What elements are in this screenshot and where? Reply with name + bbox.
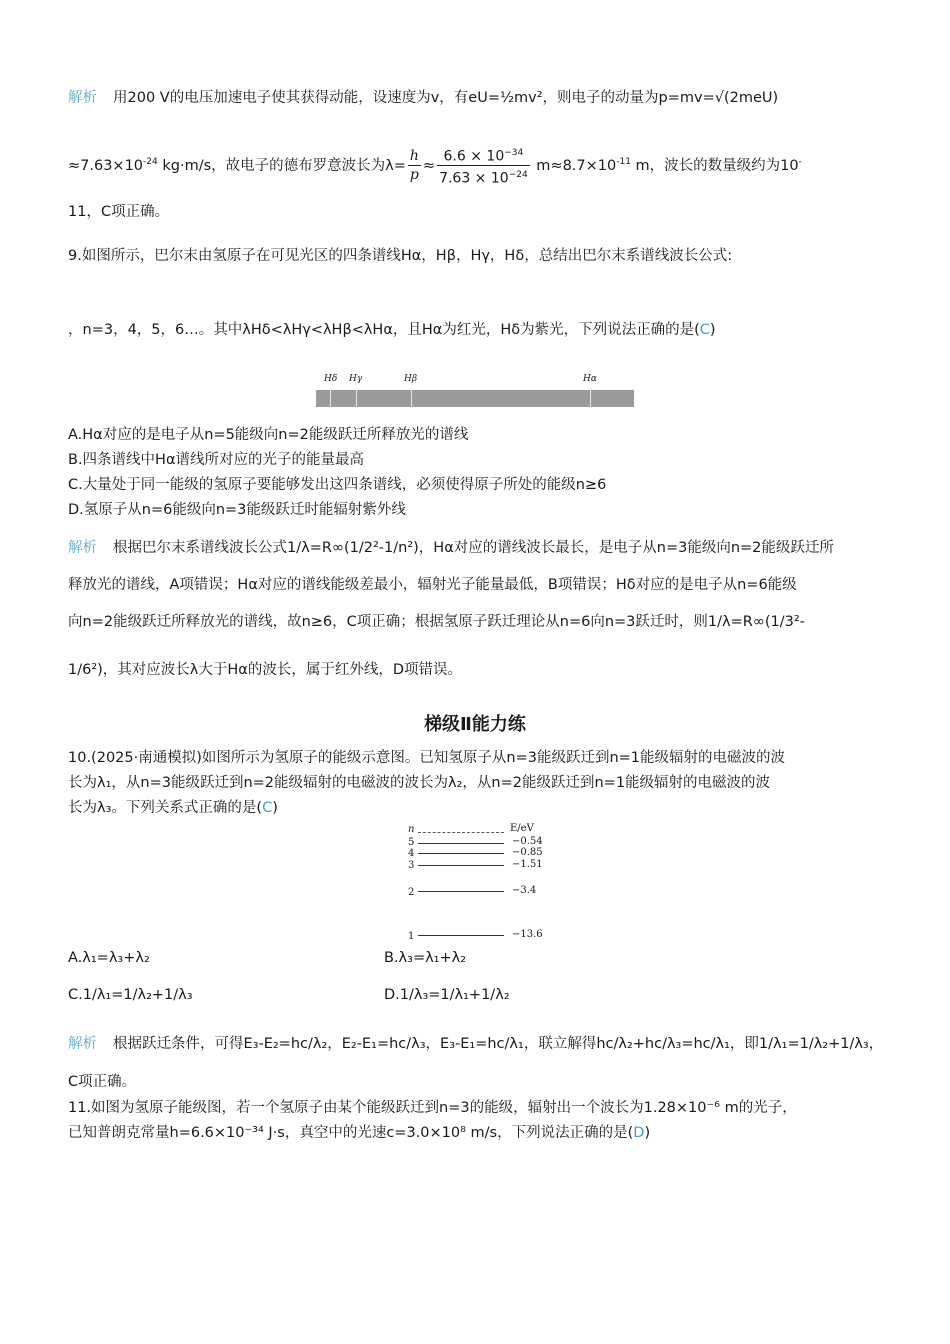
q10-answer: C: [262, 800, 273, 816]
level-2-energy: −3.4: [512, 885, 537, 896]
q10-stem-text: 长为λ₃。下列关系式正确的是(: [68, 800, 263, 816]
q8-frac-num-exp: −34: [504, 147, 524, 158]
h-alpha-label: Hα: [583, 374, 597, 384]
q9-close-paren: ): [709, 322, 716, 338]
section-title: 梯级Ⅱ能力练: [424, 714, 526, 735]
q10-stem-line-3: [68, 798, 890, 818]
q8-solution-line-1: [68, 88, 890, 108]
q8-frac-den-exp: −24: [508, 170, 528, 181]
level-5-energy: −0.54: [512, 836, 543, 847]
q9-stem-text: ，n=3，4，5，6…。其中λHδ<λHγ<λHβ<λHα，且Hα为红光，Hδ为紫光，下列说法正确的是(: [68, 322, 700, 338]
q9-option-a: A.Hα对应的是电子从n=5能级向n=2能级跃迁所释放光的谱线: [68, 427, 469, 443]
h-alpha-line: [590, 390, 591, 407]
level-3-line: [418, 865, 504, 866]
solution-label: 解析: [68, 1036, 97, 1052]
q10-option-b: B.λ₃=λ₁+λ₂: [384, 950, 467, 966]
q9-option-d: D.氢原子从n=6能级向n=3能级跃迁时能辐射紫外线: [68, 502, 406, 518]
q11-answer: D: [633, 1125, 645, 1141]
q8-frac-num: 6.6 × 10: [443, 148, 505, 165]
q8-order-text: m，波长的数量级约为10: [630, 157, 799, 174]
q8-wavelength-exp: -11: [616, 157, 631, 167]
solution-label: 解析: [68, 540, 97, 556]
level-2-n: 2: [408, 887, 415, 898]
q11-close-paren: ): [644, 1125, 651, 1141]
h-gamma-line: [356, 390, 357, 407]
q9-answer: C: [699, 322, 710, 338]
q10-solution-line-1: [68, 1034, 890, 1054]
energy-axis-label: E/eV: [510, 823, 534, 834]
level-1-energy: −13.6: [512, 929, 543, 940]
level-infinity-line: [418, 832, 504, 833]
level-2-line: [418, 891, 504, 892]
q10-option-a: A.λ₁=λ₃+λ₂: [68, 950, 150, 966]
level-5-n: 5: [408, 837, 415, 848]
q8-order-exp: -: [798, 157, 802, 167]
level-4-n: 4: [408, 848, 415, 859]
q11-stem-line-2: [68, 1123, 890, 1143]
q10-stem-line-1: 10.(2025·南通模拟)如图所示为氢原子的能级示意图。已知氢原子从n=3能级跃迁到n=1能级辐射的电磁波的波: [68, 750, 786, 766]
q9-option-b: B.四条谱线中Hα谱线所对应的光子的能量最高: [68, 452, 365, 468]
q8-solution-line-2: [68, 140, 890, 187]
q8-approx: ≈: [422, 157, 436, 174]
level-4-energy: −0.85: [512, 847, 543, 858]
q8-wavelength-value: m≈8.7×10: [531, 157, 617, 174]
q10-solution-line-2: C项正确。: [68, 1074, 137, 1090]
q9-option-c: C.大量处于同一能级的氢原子要能够发出这四条谱线，必须使得原子所处的能级n≥6: [68, 477, 607, 493]
q8-frac-den: 7.63 × 10: [439, 170, 509, 187]
h-over-p-fraction: $\frac{h}{p}$: [409, 148, 419, 184]
n-axis-label: n: [408, 824, 415, 835]
q8-sol-text-1: 用200 V的电压加速电子使其获得动能，设速度为v，有eU=½mv²，则电子的动量为p=mv=√(2meU): [113, 90, 779, 106]
q11-stem-text: 已知普朗克常量h=6.6×10⁻³⁴ J·s，真空中的光速c=3.0×10⁸ m/s，下列说法正确的是(: [68, 1125, 634, 1141]
level-1-line: [418, 935, 504, 936]
q8-solution-line-3: 11，C项正确。: [68, 204, 170, 220]
q9-solution-line-3: 向n=2能级跃迁所释放光的谱线，故n≥6，C项正确；根据氢原子跃迁理论从n=6向n=3跃迁时，则1/λ=R∞(1/3²-: [68, 614, 805, 630]
h-beta-label: Hβ: [404, 374, 418, 384]
q9-stem-line-1: 9.如图所示，巴尔末由氢原子在可见光区的四条谱线Hα，Hβ，Hγ，Hδ，总结出巴尔末系谱线波长公式:: [68, 248, 733, 264]
level-3-energy: −1.51: [512, 859, 543, 870]
h-delta-line: [330, 390, 331, 407]
q10-option-c: C.1/λ₁=1/λ₂+1/λ₃: [68, 987, 193, 1003]
q9-solution-line-4: 1/6²)，其对应波长λ大于Hα的波长，属于红外线，D项错误。: [68, 662, 463, 678]
spectrum-diagram: [316, 372, 634, 408]
q8-text-wavelength: kg·m/s，故电子的德布罗意波长为λ=: [157, 157, 406, 174]
level-3-n: 3: [408, 860, 415, 871]
q10-close-paren: ): [272, 800, 278, 816]
q10-option-d: D.1/λ₃=1/λ₁+1/λ₂: [384, 987, 510, 1003]
level-4-line: [418, 853, 504, 854]
q11-stem-line-1: 11.如图为氢原子能级图，若一个氢原子由某个能级跃迁到n=3的能级，辐射出一个波长为1.28×10⁻⁶ m的光子，: [68, 1100, 797, 1116]
level-5-line: [418, 843, 504, 844]
level-1-n: 1: [408, 931, 415, 942]
q9-stem-line-2: [68, 320, 890, 340]
h-delta-label: Hδ: [324, 374, 338, 384]
q8-momentum-exp: -24: [143, 157, 158, 167]
spectrum-bar: [316, 390, 634, 407]
q9-solution-line-2: 释放光的谱线，A项错误；Hα对应的谱线能级差最小，辐射光子能量最低，B项错误；Hδ对应的是电子从n=6能级: [68, 577, 797, 593]
solution-label: 解析: [68, 90, 97, 106]
h-beta-line: [411, 390, 412, 407]
q9-sol-text-1: 根据巴尔末系谱线波长公式1/λ=R∞(1/2²-1/n²)，Hα对应的谱线波长最长，是电子从n=3能级向n=2能级跃迁所: [113, 540, 834, 556]
q8-numeric-fraction: [437, 144, 530, 188]
q9-solution-line-1: [68, 538, 890, 558]
q10-sol-text-1: 根据跃迁条件，可得E₃-E₂=hc/λ₂，E₂-E₁=hc/λ₃，E₃-E₁=hc/λ₁，联立解得hc/λ₂+hc/λ₃=hc/λ₁，即1/λ₁=1/λ₂+1/λ₃，: [113, 1036, 884, 1052]
energy-level-diagram: [402, 822, 562, 944]
q10-stem-line-2: 长为λ₁，从n=3能级跃迁到n=2能级辐射的电磁波的波长为λ₂，从n=2能级跃迁到n=1能级辐射的电磁波的波: [68, 775, 771, 791]
h-gamma-label: Hγ: [349, 374, 363, 384]
q8-momentum-value: ≈7.63×10: [68, 157, 144, 174]
